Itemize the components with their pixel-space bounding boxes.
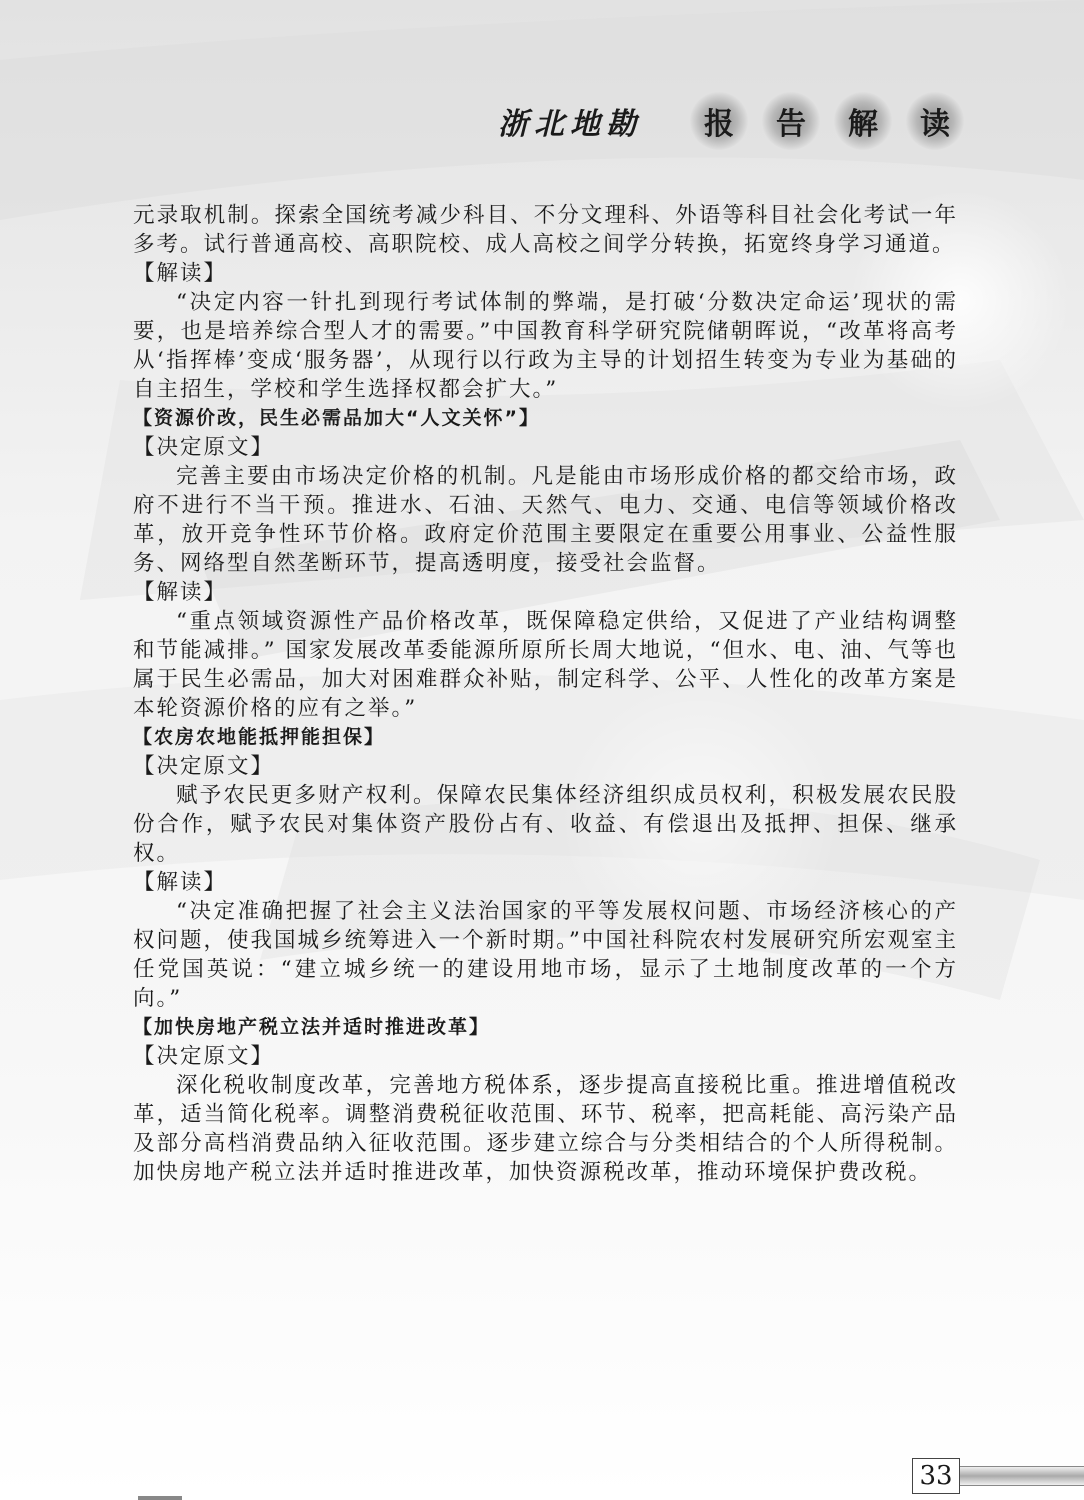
interpretation-label: 【解读】 [133,870,228,895]
section-heading: 【加快房地产税立法并适时推进改革】 [133,1016,491,1038]
interpretation-label: 【解读】 [133,261,228,286]
section-heading: 【资源价改，民生必需品加大“人文关怀”】 [133,407,540,429]
intro-paragraph: 元录取机制。探索全国统考减少科目、不分文理科、外语等科目社会化考试一年多考。试行普通高校、高职院校、成人高校之间学分转换，拓宽终身学习通道。 [133,203,958,257]
interpretation-paragraph: “重点领域资源性产品价格改革，既保障稳定供给，又促进了产业结构调整和节能减排。” 国家发展改革委能源所原所长周大地说，“但水、电、油、气等也属于民生必需品，加大对困难群众补贴，制定科学、公平、人性化的改革方案是本轮资源价格的应有之举。” [133,609,958,721]
original-label: 【决定原文】 [133,435,275,460]
page-number: 33 [912,1458,960,1494]
page-number-bar [958,1466,1084,1486]
interpretation-paragraph: “决定准确把握了社会主义法治国家的平等发展权问题、市场经济核心的产权问题，使我国城乡统筹进入一个新时期。”中国社科院农村发展研究所宏观室主任党国英说：“建立城乡统一的建设用地市场，显示了土地制度改革的一个方向。” [133,899,958,1011]
brand-title: 浙北地勘 [498,107,642,142]
header-char-4: 读 [906,92,964,150]
header-char-3: 解 [834,92,892,150]
header-char-1: 报 [690,92,748,150]
original-label: 【决定原文】 [133,1044,275,1069]
original-label: 【决定原文】 [133,754,275,779]
article-body [133,201,958,1187]
header-char-2: 告 [762,92,820,150]
page-header [498,92,964,150]
bottom-rule [138,1496,182,1500]
original-paragraph: 完善主要由市场决定价格的机制。凡是能由市场形成价格的都交给市场，政府不进行不当干预。推进水、石油、天然气、电力、交通、电信等领域价格改革，放开竞争性环节价格。政府定价范围主要限定在重要公用事业、公益性服务、网络型自然垄断环节，提高透明度，接受社会监督。 [133,464,958,576]
interpretation-label: 【解读】 [133,580,228,605]
original-paragraph: 深化税收制度改革，完善地方税体系，逐步提高直接税比重。推进增值税改革，适当简化税率。调整消费税征收范围、环节、税率，把高耗能、高污染产品及部分高档消费品纳入征收范围。逐步建立综合与分类相结合的个人所得税制。加快房地产税立法并适时推进改革，加快资源税改革，推动环境保护费改税。 [133,1073,958,1185]
interpretation-paragraph: “决定内容一针扎到现行考试体制的弊端，是打破‘分数决定命运’现状的需要，也是培养综合型人才的需要。”中国教育科学研究院储朝晖说，“改革将高考从‘指挥棒’变成‘服务器’，从现行以行政为主导的计划招生转变为专业为基础的自主招生，学校和学生选择权都会扩大。” [133,290,958,402]
original-paragraph: 赋予农民更多财产权利。保障农民集体经济组织成员权利，积极发展农民股份合作，赋予农民对集体资产股份占有、收益、有偿退出及抵押、担保、继承权。 [133,783,958,866]
section-heading: 【农房农地能抵押能担保】 [133,726,386,748]
